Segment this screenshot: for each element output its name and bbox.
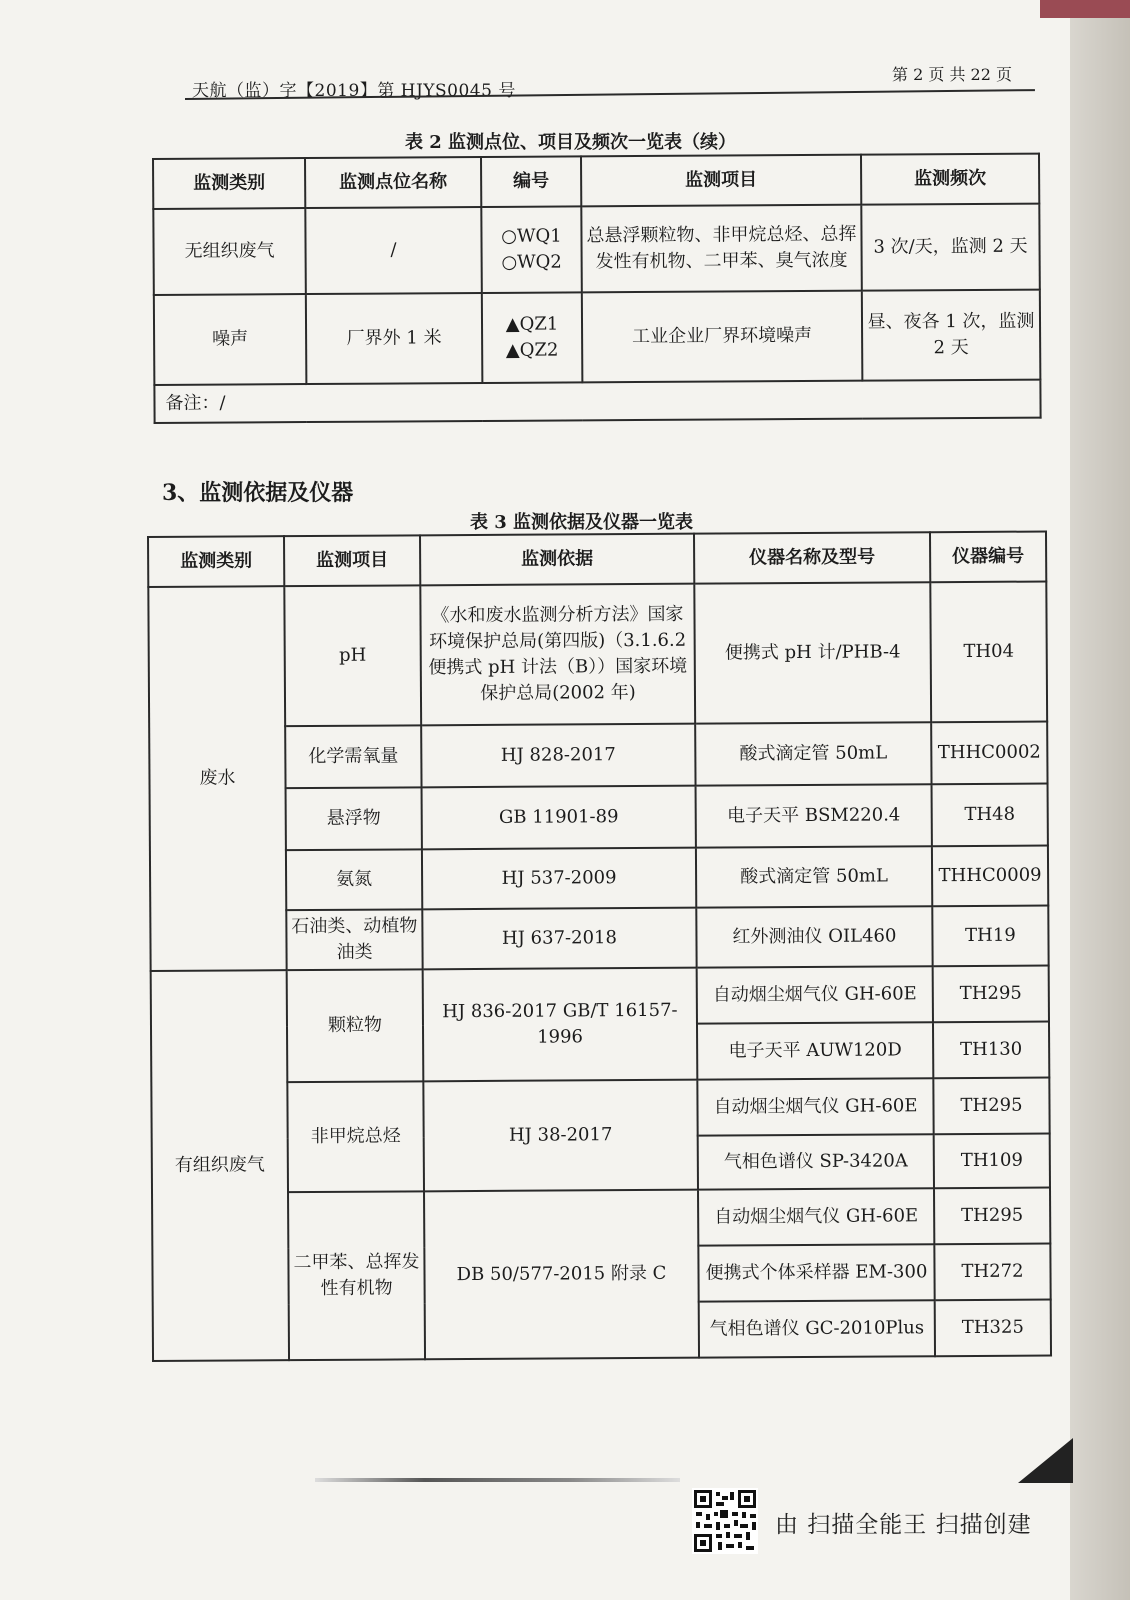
table2-remark: 备注：/: [154, 380, 1040, 423]
basis-cell: 《水和废水监测分析方法》国家环境保护总局(第四版)（3.1.6.2 便携式 pH 计法（B））国家环境保护总局(2002 年): [420, 584, 695, 726]
scan-artifact-line: [315, 1478, 680, 1482]
point-code: ○WQ1: [501, 225, 562, 247]
basis-cell: DB 50/577-2015 附录 C: [424, 1190, 699, 1360]
table-row: [148, 582, 1047, 727]
frequency-cell: 3 次/天，监测 2 天: [861, 204, 1040, 291]
page-corner-fold: [1018, 1438, 1073, 1483]
instrument-cell: 电子天平 BSM220.4: [696, 784, 932, 847]
item-cell: 颗粒物: [287, 969, 424, 1082]
instrument-cell: 酸式滴定管 50mL: [695, 722, 931, 785]
instrument-code-cell: TH295: [933, 966, 1049, 1023]
table2: [152, 153, 1042, 424]
table2-caption: 表 2 监测点位、项目及频次一览表（续）: [405, 132, 737, 153]
table2-header: 编号: [481, 156, 581, 207]
instrument-code-cell: THHC0002: [931, 722, 1047, 785]
items-cell: 工业企业厂界环境噪声: [582, 291, 863, 383]
instrument-cell: 气相色谱仪 GC-2010Plus: [699, 1300, 935, 1357]
item-cell: 氨氮: [286, 849, 422, 910]
item-cell: 悬浮物: [286, 787, 422, 850]
instrument-code-cell: TH109: [934, 1133, 1050, 1188]
item-cell: 石油类、动植物油类: [286, 909, 422, 970]
table-row: [154, 290, 1041, 385]
frequency-cell: 昼、夜各 1 次，监测 2 天: [862, 290, 1041, 381]
basis-cell: GB 11901-89: [422, 786, 696, 850]
item-cell: pH: [284, 585, 421, 726]
instrument-code-cell: TH295: [933, 1077, 1049, 1134]
point-code: ○WQ2: [501, 251, 562, 273]
instrument-cell: 自动烟尘烟气仪 GH-60E: [697, 966, 933, 1023]
table-row: [153, 204, 1040, 295]
table3-header: 仪器名称及型号: [694, 532, 930, 583]
basis-cell: HJ 828-2017: [421, 724, 695, 788]
point-code: ▲QZ1: [505, 313, 559, 335]
code-cell: [481, 206, 582, 293]
scanner-watermark: 由 扫描全能王 扫描创建: [775, 1512, 1032, 1538]
instrument-cell: 便携式个体采样器 EM-300: [698, 1244, 934, 1301]
instrument-cell: 红外测油仪 OIL460: [696, 906, 932, 967]
location-cell: /: [305, 207, 482, 294]
item-cell: 化学需氧量: [285, 725, 421, 788]
table3-header: 监测依据: [420, 534, 694, 586]
category-cell: 无组织废气: [153, 208, 306, 295]
instrument-code-cell: TH272: [934, 1243, 1050, 1300]
table2-header: 监测类别: [153, 158, 305, 209]
doc-number: 天航（监）字【2019】第 HJYS0045 号: [192, 81, 516, 101]
instrument-cell: 电子天平 AUW120D: [697, 1022, 933, 1079]
instrument-code-cell: TH325: [935, 1299, 1051, 1356]
page-info: 第 2 页 共 22 页: [892, 65, 1012, 84]
item-cell: 二甲苯、总挥发性有机物: [288, 1191, 425, 1360]
instrument-code-cell: THHC0009: [932, 846, 1048, 907]
table3-header: 仪器编号: [930, 532, 1046, 583]
basis-cell: HJ 836-2017 GB/T 16157-1996: [423, 968, 698, 1082]
category-cell: 废水: [148, 586, 286, 971]
table-row: [151, 966, 1049, 1027]
basis-cell: HJ 637-2018: [422, 908, 696, 970]
table3: [147, 531, 1052, 1362]
binder-strip: [1040, 0, 1130, 18]
item-cell: 非甲烷总烃: [287, 1081, 424, 1192]
table2-header: 监测项目: [581, 155, 861, 207]
table3-header: 监测项目: [284, 535, 420, 586]
instrument-cell: 酸式滴定管 50mL: [696, 846, 932, 907]
table2-header: 监测点位名称: [305, 157, 481, 208]
instrument-code-cell: TH19: [932, 906, 1048, 967]
table3-caption: 表 3 监测依据及仪器一览表: [470, 512, 694, 533]
page-edge: [1070, 0, 1130, 1600]
instrument-code-cell: TH48: [932, 784, 1048, 847]
items-cell: 总悬浮颗粒物、非甲烷总烃、总挥发性有机物、二甲苯、臭气浓度: [581, 205, 862, 293]
category-cell: 噪声: [154, 294, 307, 385]
instrument-cell: 便携式 pH 计/PHB-4: [694, 582, 931, 723]
instrument-code-cell: TH04: [930, 582, 1047, 723]
qr-code-icon: [692, 1488, 758, 1554]
instrument-code-cell: TH130: [933, 1021, 1049, 1078]
instrument-code-cell: TH295: [934, 1187, 1050, 1244]
section-title: 3、监测依据及仪器: [162, 480, 354, 506]
basis-cell: HJ 537-2009: [422, 848, 696, 910]
category-cell: 有组织废气: [151, 970, 289, 1361]
table2-header: 监测频次: [861, 154, 1039, 205]
instrument-cell: 自动烟尘烟气仪 GH-60E: [698, 1188, 934, 1245]
table3-header: 监测类别: [148, 536, 284, 587]
instrument-cell: 气相色谱仪 SP-3420A: [698, 1134, 934, 1189]
point-code: ▲QZ2: [505, 339, 559, 361]
instrument-cell: 自动烟尘烟气仪 GH-60E: [697, 1078, 933, 1135]
code-cell: [482, 292, 583, 383]
basis-cell: HJ 38-2017: [423, 1080, 698, 1192]
location-cell: 厂界外 1 米: [306, 293, 483, 384]
